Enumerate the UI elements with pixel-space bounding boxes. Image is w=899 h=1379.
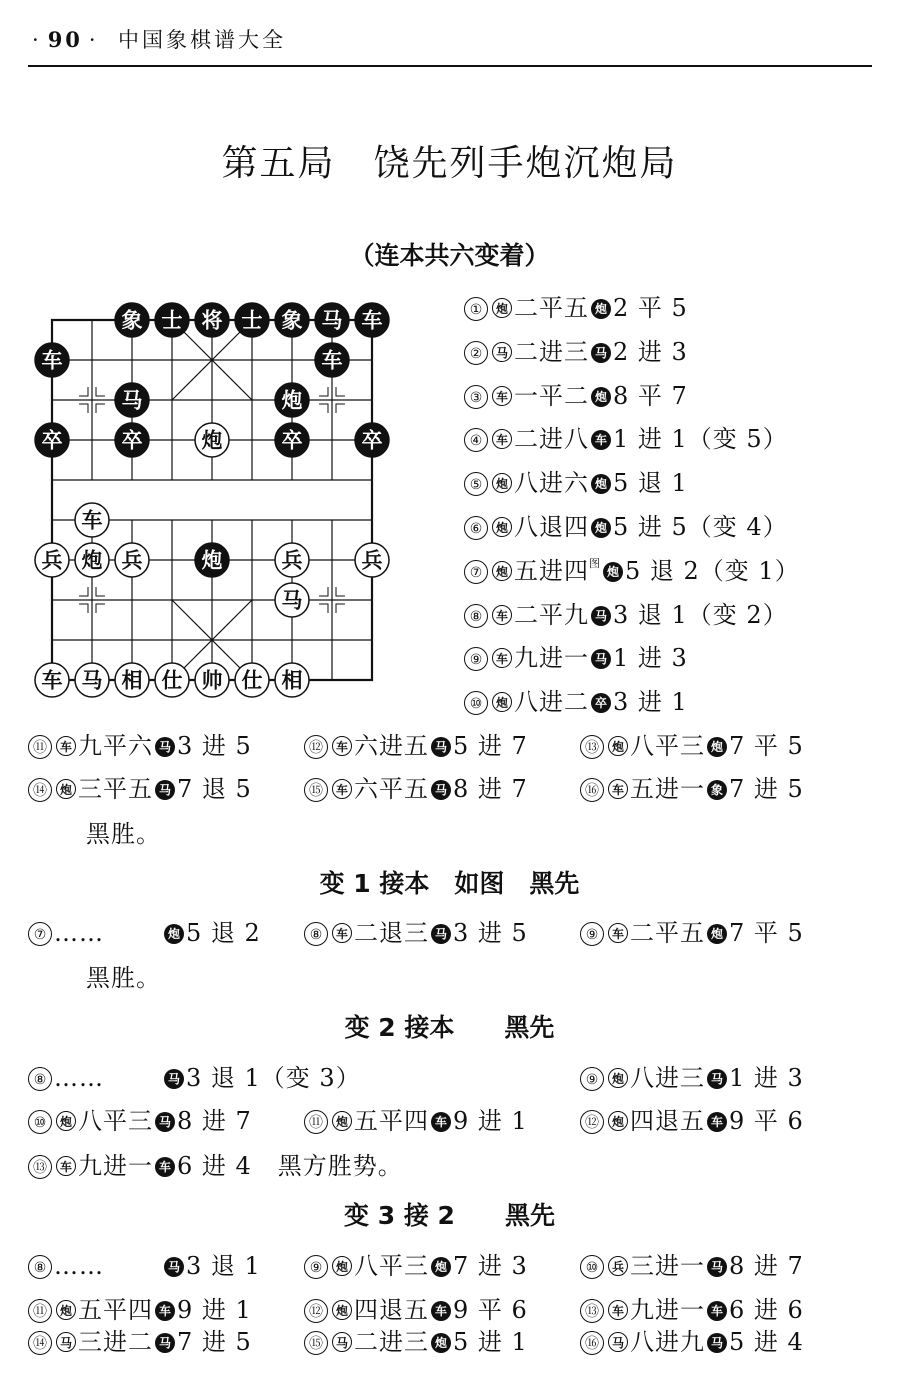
black-move-text: 9 平 6 xyxy=(729,1107,804,1135)
svg-text:卒: 卒 xyxy=(41,428,63,453)
move xyxy=(580,1290,804,1325)
red-piece xyxy=(235,663,269,697)
black-piece xyxy=(275,423,309,457)
move xyxy=(464,419,788,454)
svg-text:马: 马 xyxy=(81,668,103,693)
svg-text:炮: 炮 xyxy=(201,428,223,453)
move-number: ③ xyxy=(464,385,488,409)
svg-text:兵: 兵 xyxy=(281,548,303,573)
move-number: ⑭ xyxy=(28,778,52,802)
red-piece-icon: 炮 xyxy=(608,1068,628,1088)
black-move-text: 5 进 7 xyxy=(453,732,528,760)
red-piece-icon: 马 xyxy=(332,1332,352,1352)
black-move-text: 9 平 6 xyxy=(453,1296,528,1324)
black-move-text: 7 进 3 xyxy=(453,1252,528,1280)
main-result: 黑胜。 xyxy=(86,820,161,848)
red-piece-icon: 马 xyxy=(56,1332,76,1352)
red-move-text: 二平五 xyxy=(514,294,589,322)
black-piece xyxy=(315,303,349,337)
red-piece-icon: 车 xyxy=(608,779,628,799)
black-piece-icon: 车 xyxy=(431,1112,451,1132)
red-move-text: 二平九 xyxy=(514,600,589,629)
move xyxy=(464,507,788,542)
svg-text:仕: 仕 xyxy=(161,668,183,693)
red-piece-icon: 炮 xyxy=(492,298,512,318)
red-move-text: 八退四 xyxy=(514,513,589,541)
black-move-text: 8 进 7 xyxy=(729,1252,804,1280)
move-number: ⑬ xyxy=(28,1155,52,1179)
black-piece-icon: 马 xyxy=(164,1069,184,1089)
black-piece xyxy=(315,343,349,377)
black-move-text: 7 平 5 xyxy=(729,919,804,947)
variation-2-heading: 变 2 接本 黑先 xyxy=(344,1013,555,1042)
red-piece xyxy=(115,663,149,697)
svg-text:卒: 卒 xyxy=(121,428,143,453)
black-move-text: 2 进 3 xyxy=(613,337,688,366)
black-piece-icon: 马 xyxy=(164,1257,184,1277)
move-number: ⑨ xyxy=(580,1067,604,1091)
red-piece-icon: 车 xyxy=(332,923,352,943)
move xyxy=(580,1322,804,1357)
black-piece xyxy=(35,343,69,377)
game-title: 第五局 饶先列手炮沉炮局 xyxy=(221,143,678,184)
black-move-text: 3 进 5 xyxy=(453,919,528,947)
svg-text:炮: 炮 xyxy=(201,548,223,573)
black-piece xyxy=(275,383,309,417)
red-piece-icon: 炮 xyxy=(492,561,512,581)
variation-note: （变 5） xyxy=(687,425,788,454)
svg-text:卒: 卒 xyxy=(281,428,303,453)
black-piece-icon: 马 xyxy=(707,1333,727,1353)
black-piece xyxy=(235,303,269,337)
black-piece-icon: 车 xyxy=(707,1301,727,1321)
red-piece-icon: 车 xyxy=(332,736,352,756)
ellipsis: …… xyxy=(54,1064,104,1092)
game-subtitle: （连本共六变着） xyxy=(349,241,550,270)
red-move-text: 八进二 xyxy=(514,688,589,717)
black-piece-icon: 炮 xyxy=(591,474,611,494)
red-move-text: 八平三 xyxy=(630,732,705,760)
move xyxy=(464,682,688,717)
move xyxy=(304,1322,528,1357)
move xyxy=(580,1058,804,1093)
red-piece-icon: 车 xyxy=(56,1156,76,1176)
move-number: ⑧ xyxy=(28,1255,52,1279)
move xyxy=(580,913,804,948)
red-move-text: 三平五 xyxy=(78,775,153,803)
red-piece-icon: 炮 xyxy=(492,692,512,712)
header-rule xyxy=(28,65,872,67)
move xyxy=(28,769,252,804)
svg-text:车: 车 xyxy=(361,308,383,333)
move xyxy=(304,1101,528,1136)
move-number: ⑨ xyxy=(304,1255,328,1279)
black-piece-icon: 马 xyxy=(591,606,611,626)
red-piece-icon: 车 xyxy=(492,648,512,668)
move xyxy=(464,638,688,673)
black-move-text: 8 进 7 xyxy=(177,1107,252,1135)
black-move-text: 7 退 5 xyxy=(177,775,252,803)
red-move-text: 九进一 xyxy=(78,1152,153,1180)
move xyxy=(464,288,688,323)
red-piece xyxy=(275,663,309,697)
svg-text:士: 士 xyxy=(161,308,183,333)
variation-note: （变 4） xyxy=(687,513,788,541)
move xyxy=(304,1246,528,1281)
red-move-text: 六平五 xyxy=(354,775,429,803)
variation-1-result: 黑胜。 xyxy=(86,964,161,992)
red-move-text: 九进一 xyxy=(630,1296,705,1324)
black-piece xyxy=(355,303,389,337)
variation-note: （变 2） xyxy=(687,600,788,629)
move-number: ⑧ xyxy=(304,922,328,946)
move-number: ⑩ xyxy=(28,1110,52,1134)
svg-text:将: 将 xyxy=(201,308,223,333)
move-number: ⑦ xyxy=(28,922,52,946)
red-piece xyxy=(155,663,189,697)
black-piece-icon: 马 xyxy=(155,737,175,757)
red-piece-icon: 车 xyxy=(56,736,76,756)
red-piece xyxy=(115,543,149,577)
black-piece xyxy=(35,423,69,457)
red-move-text: 四退五 xyxy=(354,1296,429,1324)
move-number: ⑭ xyxy=(28,1331,52,1355)
black-piece-icon: 车 xyxy=(591,430,611,450)
red-piece xyxy=(75,543,109,577)
move xyxy=(464,332,688,367)
black-move-text: 3 进 1 xyxy=(613,688,688,717)
move xyxy=(304,726,528,761)
move xyxy=(580,726,804,761)
red-move-text: 八进九 xyxy=(630,1328,705,1356)
move-number: ① xyxy=(464,297,488,321)
move-number: ⑪ xyxy=(304,1110,328,1134)
black-move-text: 5 退 1 xyxy=(613,469,688,498)
move-number: ⑥ xyxy=(464,516,488,540)
black-move-text: 3 退 1 xyxy=(613,600,688,629)
red-move-text: 三进一 xyxy=(630,1252,705,1280)
svg-text:车: 车 xyxy=(321,348,343,373)
move-number: ⑫ xyxy=(304,1299,328,1323)
red-piece xyxy=(195,423,229,457)
red-piece-icon: 炮 xyxy=(332,1256,352,1276)
move-number: ④ xyxy=(464,428,488,452)
black-piece-icon: 马 xyxy=(431,780,451,800)
red-move-text: 九进一 xyxy=(514,644,589,673)
red-move-text: 一平二 xyxy=(514,381,589,410)
page-number: 90 xyxy=(47,27,83,52)
red-piece-icon: 车 xyxy=(492,386,512,406)
red-piece-icon: 炮 xyxy=(56,1111,76,1131)
black-move-text: 6 进 4 xyxy=(177,1152,252,1180)
red-piece-icon: 炮 xyxy=(608,736,628,756)
black-move-text: 1 进 3 xyxy=(613,644,688,673)
black-piece xyxy=(115,383,149,417)
red-piece-icon: 车 xyxy=(492,605,512,625)
variation-note: （变 1） xyxy=(699,556,800,585)
move-number: ⑦ xyxy=(464,560,488,584)
svg-text:炮: 炮 xyxy=(281,388,303,413)
black-piece-icon: 马 xyxy=(707,1069,727,1089)
move xyxy=(28,726,252,761)
xiangqi-board xyxy=(30,298,400,700)
black-move-text: 1 进 1 xyxy=(613,425,688,454)
red-piece xyxy=(35,543,69,577)
move xyxy=(580,769,804,804)
red-move-text: 二退三 xyxy=(354,919,429,947)
red-move-text: 五平四 xyxy=(78,1296,153,1324)
svg-text:车: 车 xyxy=(81,508,103,533)
svg-text:马: 马 xyxy=(121,388,143,413)
black-piece-icon: 炮 xyxy=(431,1257,451,1277)
red-move-text: 八进六 xyxy=(514,469,589,498)
black-piece xyxy=(275,303,309,337)
svg-text:相: 相 xyxy=(121,668,143,693)
diagram-marker: 图 xyxy=(589,556,601,570)
red-piece-icon: 车 xyxy=(332,779,352,799)
red-move-text: 二进三 xyxy=(514,337,589,366)
red-piece-icon: 兵 xyxy=(608,1256,628,1276)
black-move-text: 1 进 3 xyxy=(729,1064,804,1092)
black-move-text: 5 退 2 xyxy=(186,919,261,947)
move xyxy=(28,1058,361,1093)
svg-text:车: 车 xyxy=(41,348,63,373)
black-piece xyxy=(115,423,149,457)
move xyxy=(28,913,261,948)
black-move-text: 9 进 1 xyxy=(453,1107,528,1135)
move xyxy=(580,1246,804,1281)
black-piece xyxy=(355,423,389,457)
move xyxy=(580,1101,804,1136)
red-piece xyxy=(275,543,309,577)
red-move-text: 五进一 xyxy=(630,775,705,803)
red-piece-icon: 炮 xyxy=(332,1111,352,1131)
move-number: ② xyxy=(464,341,488,365)
move xyxy=(28,1146,403,1181)
black-piece-icon: 车 xyxy=(155,1301,175,1321)
red-move-text: 八进三 xyxy=(630,1064,705,1092)
red-move-text: 二平五 xyxy=(630,919,705,947)
black-piece-icon: 马 xyxy=(707,1257,727,1277)
black-piece-icon: 卒 xyxy=(591,693,611,713)
red-piece-icon: 马 xyxy=(608,1332,628,1352)
black-piece-icon: 象 xyxy=(707,780,727,800)
move-number: ⑤ xyxy=(464,472,488,496)
move xyxy=(464,376,688,411)
move xyxy=(464,463,688,498)
red-piece xyxy=(195,663,229,697)
black-piece xyxy=(195,543,229,577)
variation-3-heading: 变 3 接 2 黑先 xyxy=(344,1201,555,1230)
red-piece-icon: 车 xyxy=(608,923,628,943)
move xyxy=(304,913,528,948)
black-piece-icon: 炮 xyxy=(707,924,727,944)
red-piece-icon: 炮 xyxy=(56,779,76,799)
svg-text:帅: 帅 xyxy=(201,668,223,693)
red-piece-icon: 马 xyxy=(492,342,512,362)
book-title: 中国象棋谱大全 xyxy=(117,28,286,52)
red-move-text: 二进八 xyxy=(514,425,589,454)
move-number: ⑩ xyxy=(464,691,488,715)
svg-text:兵: 兵 xyxy=(121,548,143,573)
black-move-text: 2 平 5 xyxy=(613,294,688,322)
header-dot: · xyxy=(88,28,99,52)
red-move-text: 二进三 xyxy=(354,1328,429,1356)
move-number: ⑧ xyxy=(464,604,488,628)
black-move-text: 7 平 5 xyxy=(729,732,804,760)
black-piece-icon: 炮 xyxy=(591,387,611,407)
red-piece xyxy=(75,503,109,537)
black-piece-icon: 炮 xyxy=(431,1333,451,1353)
black-move-text: 7 进 5 xyxy=(729,775,804,803)
red-piece xyxy=(75,663,109,697)
black-move-text: 7 进 5 xyxy=(177,1328,252,1356)
svg-text:卒: 卒 xyxy=(361,428,383,453)
black-piece xyxy=(115,303,149,337)
black-piece-icon: 炮 xyxy=(603,562,623,582)
svg-text:炮: 炮 xyxy=(81,548,103,573)
black-move-text: 3 退 1（变 3） xyxy=(186,1064,361,1092)
red-move-text: 五进四 xyxy=(514,556,589,585)
black-move-text: 3 退 1 xyxy=(186,1252,261,1280)
move-number: ⑧ xyxy=(28,1067,52,1091)
black-move-text: 3 进 5 xyxy=(177,732,252,760)
move-number: ⑬ xyxy=(580,735,604,759)
move-number: ⑯ xyxy=(580,778,604,802)
black-piece-icon: 炮 xyxy=(164,924,184,944)
move-number: ⑨ xyxy=(464,647,488,671)
black-move-text: 5 进 1 xyxy=(453,1328,528,1356)
move-number: ⑪ xyxy=(28,1299,52,1323)
result-text: 黑方胜势。 xyxy=(277,1152,403,1180)
black-piece-icon: 马 xyxy=(431,924,451,944)
red-piece-icon: 炮 xyxy=(492,473,512,493)
move xyxy=(304,769,528,804)
black-move-text: 6 进 6 xyxy=(729,1296,804,1324)
move xyxy=(464,595,788,630)
black-piece-icon: 车 xyxy=(431,1301,451,1321)
svg-text:车: 车 xyxy=(41,668,63,693)
move-number: ⑯ xyxy=(580,1331,604,1355)
black-piece xyxy=(155,303,189,337)
svg-text:象: 象 xyxy=(281,308,303,333)
header-dot: · xyxy=(32,28,42,52)
black-piece-icon: 马 xyxy=(155,1112,175,1132)
red-piece-icon: 炮 xyxy=(332,1300,352,1320)
red-move-text: 九平六 xyxy=(78,732,153,760)
black-move-text: 5 进 4 xyxy=(729,1328,804,1356)
move xyxy=(28,1246,261,1281)
black-move-text: 5 退 2 xyxy=(625,556,700,585)
red-piece-icon: 车 xyxy=(608,1300,628,1320)
svg-text:士: 士 xyxy=(241,308,263,333)
black-piece-icon: 马 xyxy=(431,737,451,757)
black-piece-icon: 车 xyxy=(707,1112,727,1132)
red-piece xyxy=(275,583,309,617)
move-number: ⑩ xyxy=(580,1255,604,1279)
red-move-text: 五平四 xyxy=(354,1107,429,1135)
black-move-text: 5 进 5 xyxy=(613,513,688,541)
move-number: ⑮ xyxy=(304,778,328,802)
move xyxy=(304,1290,528,1325)
red-move-text: 三进二 xyxy=(78,1328,153,1356)
move-number: ⑮ xyxy=(304,1331,328,1355)
black-piece-icon: 马 xyxy=(155,780,175,800)
move-number: ⑬ xyxy=(580,1299,604,1323)
move xyxy=(28,1322,252,1357)
black-piece-icon: 马 xyxy=(591,343,611,363)
red-piece xyxy=(35,663,69,697)
black-piece-icon: 炮 xyxy=(707,737,727,757)
black-move-text: 8 进 7 xyxy=(453,775,528,803)
ellipsis: …… xyxy=(54,1252,104,1280)
black-piece-icon: 马 xyxy=(155,1333,175,1353)
svg-text:马: 马 xyxy=(321,308,343,333)
ellipsis: …… xyxy=(54,919,104,947)
black-piece-icon: 车 xyxy=(155,1157,175,1177)
red-move-text: 六进五 xyxy=(354,732,429,760)
move-number: ⑨ xyxy=(580,922,604,946)
black-move-text: 9 进 1 xyxy=(177,1296,252,1324)
svg-text:马: 马 xyxy=(281,588,303,613)
svg-text:象: 象 xyxy=(121,308,143,333)
move xyxy=(28,1290,252,1325)
black-move-text: 8 平 7 xyxy=(613,381,688,410)
red-move-text: 八平三 xyxy=(354,1252,429,1280)
red-move-text: 四退五 xyxy=(630,1107,705,1135)
variation-1-heading: 变 1 接本 如图 黑先 xyxy=(319,869,580,898)
red-piece-icon: 炮 xyxy=(608,1111,628,1131)
black-piece-icon: 炮 xyxy=(591,299,611,319)
svg-text:兵: 兵 xyxy=(41,548,63,573)
black-piece-icon: 马 xyxy=(591,649,611,669)
svg-text:仕: 仕 xyxy=(241,668,263,693)
red-move-text: 八平三 xyxy=(78,1107,153,1135)
red-piece xyxy=(355,543,389,577)
black-piece xyxy=(195,303,229,337)
move-number: ⑪ xyxy=(28,735,52,759)
red-piece-icon: 炮 xyxy=(56,1300,76,1320)
svg-text:相: 相 xyxy=(281,668,303,693)
move xyxy=(28,1101,252,1136)
red-piece-icon: 车 xyxy=(492,429,512,449)
move-number: ⑫ xyxy=(304,735,328,759)
running-header xyxy=(32,24,286,54)
svg-text:兵: 兵 xyxy=(361,548,383,573)
black-piece-icon: 炮 xyxy=(591,518,611,538)
red-piece-icon: 炮 xyxy=(492,517,512,537)
move-number: ⑫ xyxy=(580,1110,604,1134)
move xyxy=(464,551,800,586)
